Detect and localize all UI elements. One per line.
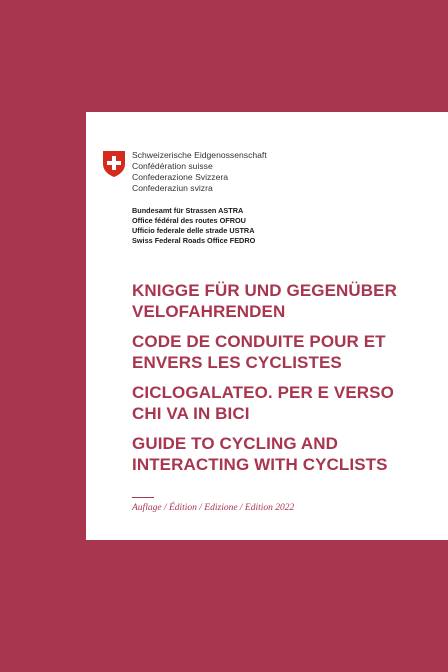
office-fr: Office fédéral des routes OFROU — [132, 216, 246, 225]
title-de — [132, 280, 442, 322]
confederation-it: Confederazione Svizzera — [132, 172, 229, 182]
confederation-names — [132, 150, 267, 194]
title-en — [132, 433, 442, 475]
title-fr — [132, 331, 442, 373]
title-de-line-1: KNIGGE FÜR UND GEGENÜBER — [132, 281, 397, 300]
confederation-fr: Confédération suisse — [132, 161, 213, 171]
office-it: Ufficio federale delle strade USTRA — [132, 226, 255, 235]
confederation-de: Schweizerische Eidgenossenschaft — [132, 150, 267, 160]
title-fr-line-1: CODE DE CONDUITE POUR ET — [132, 332, 386, 351]
divider-rule — [132, 497, 154, 498]
document-titles — [132, 280, 442, 484]
office-en: Swiss Federal Roads Office FEDRO — [132, 236, 256, 245]
white-title-panel — [86, 112, 448, 540]
swiss-cross-shield-icon — [102, 150, 126, 178]
office-de: Bundesamt für Strassen ASTRA — [132, 206, 244, 215]
title-it — [132, 382, 442, 424]
title-en-line-2: INTERACTING WITH CYCLISTS — [132, 455, 388, 474]
title-fr-line-2: ENVERS LES CYCLISTES — [132, 353, 342, 372]
office-names — [132, 206, 255, 246]
title-en-line-1: GUIDE TO CYCLING AND — [132, 434, 339, 453]
title-de-line-2: VELOFAHRENDEN — [132, 302, 286, 321]
title-it-line-1: CICLOGALATEO. PER E VERSO — [132, 383, 394, 402]
confederation-rm: Confederaziun svizra — [132, 183, 213, 193]
title-it-line-2: CHI VA IN BICI — [132, 404, 250, 423]
edition-line: Auflage / Édition / Edizione / Edition 2022 — [132, 503, 295, 513]
